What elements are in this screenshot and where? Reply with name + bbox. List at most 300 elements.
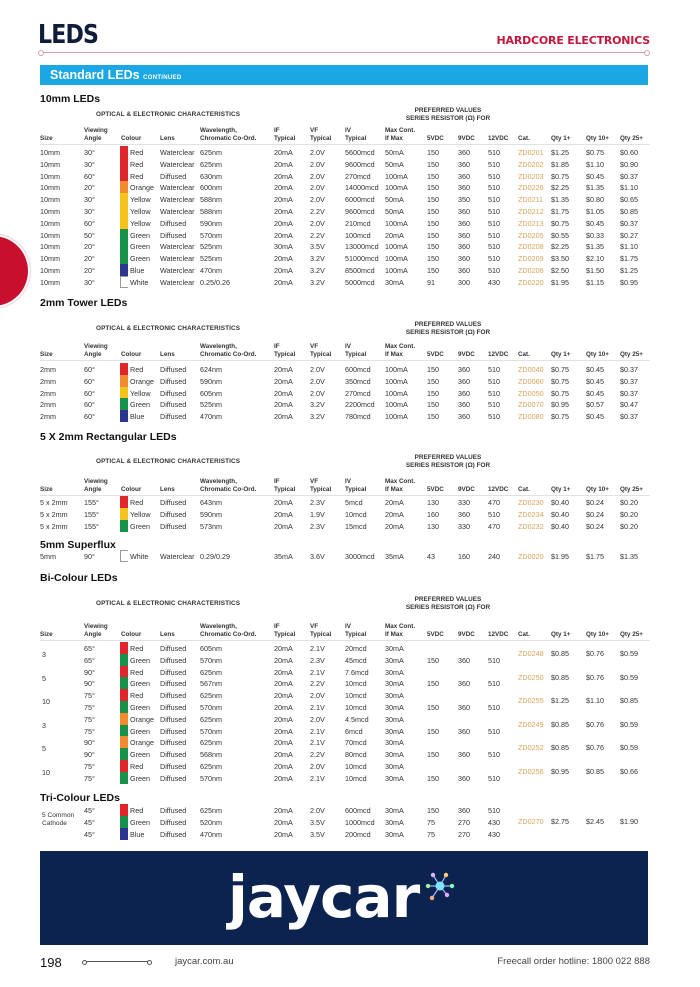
- column-header: [488, 135, 508, 143]
- table-row[interactable]: [40, 205, 650, 217]
- website-link[interactable]: jaycar.com.au: [175, 956, 234, 967]
- vf: 2.2V: [310, 207, 325, 216]
- table-row[interactable]: [40, 363, 650, 375]
- column-header-line: Qty 25+: [620, 350, 643, 358]
- cat-code[interactable]: ZD0234: [518, 509, 544, 519]
- price-q25: $0.85: [620, 696, 638, 706]
- if: 20mA: [274, 829, 293, 839]
- column-header-line: Viewing: [84, 343, 108, 350]
- column-header: [518, 135, 530, 143]
- column-header: [40, 486, 53, 494]
- column-header: [121, 351, 141, 359]
- vf: 3.2V: [310, 412, 325, 422]
- resistor-r9: 360: [458, 750, 470, 760]
- colour: Red: [130, 498, 144, 507]
- cat-code[interactable]: ZD0252: [518, 743, 544, 753]
- cat-code[interactable]: ZD0211: [518, 195, 544, 205]
- column-header: [586, 351, 609, 359]
- cat-code[interactable]: ZD0208: [518, 242, 544, 252]
- vf: 2.0V: [310, 159, 325, 169]
- column-header-line: Qty 1+: [551, 485, 571, 493]
- cat-code[interactable]: ZD0226: [518, 183, 544, 193]
- price-qty25: $0.20: [620, 509, 638, 519]
- if: 20mA: [274, 376, 293, 386]
- wavelength: 470nm: [200, 266, 222, 275]
- max-if: 30mA: [385, 277, 404, 287]
- column-header-line: Typical: [345, 630, 367, 638]
- resistor-r12: 510: [488, 679, 500, 689]
- group-size: 3: [42, 650, 46, 659]
- if: 20mA: [274, 714, 293, 724]
- column-header: [620, 631, 643, 639]
- column-header-line: 9VDC: [458, 134, 475, 142]
- column-header-line: Chromatic Co-Ord.: [200, 630, 257, 638]
- column-header: [551, 631, 570, 639]
- price-qty25: $1.75: [620, 254, 638, 264]
- cat-code[interactable]: ZD0232: [518, 521, 544, 531]
- cat-code[interactable]: ZD0250: [518, 672, 544, 682]
- cat-code[interactable]: ZD0212: [518, 207, 544, 216]
- table-row[interactable]: [40, 252, 650, 264]
- cat-code[interactable]: ZD0203: [518, 171, 544, 181]
- wavelength: 625nm: [200, 714, 222, 724]
- group-title: 5 X 2mm Rectangular LEDs: [40, 431, 177, 443]
- table-row[interactable]: [40, 276, 650, 288]
- if: 35mA: [274, 552, 293, 561]
- price-q10: $0.76: [586, 649, 604, 658]
- cat-code[interactable]: ZD0209: [518, 254, 544, 264]
- resistor-r5: 150: [427, 773, 439, 783]
- column-header-line: Lens: [160, 350, 175, 358]
- table-row[interactable]: [40, 146, 650, 158]
- preferred-caption-line2: SERIES RESISTOR (Ω) FOR: [405, 115, 491, 122]
- table-row[interactable]: [40, 804, 650, 816]
- price-qty25: $0.65: [620, 195, 638, 205]
- table-row[interactable]: [40, 375, 650, 387]
- lens: Waterclear: [160, 266, 195, 275]
- column-header: [586, 631, 609, 639]
- price-qty25: $0.37: [620, 412, 638, 422]
- column-header-line: Cat.: [518, 350, 530, 358]
- price-qty10: $1.35: [586, 183, 604, 193]
- r-5vdc: 43: [427, 552, 435, 561]
- preferred-caption-line2: SERIES RESISTOR (Ω) FOR: [405, 462, 491, 469]
- max-if: 100mA: [385, 218, 408, 228]
- cat-code[interactable]: ZD0040: [518, 365, 544, 374]
- angle: 45°: [84, 829, 95, 839]
- colour: Blue: [130, 412, 145, 422]
- column-header: [345, 127, 366, 142]
- cat-code[interactable]: ZD0080: [518, 412, 544, 422]
- cat-code[interactable]: ZD0255: [518, 696, 544, 706]
- if: 20mA: [274, 817, 293, 827]
- column-header-line: Angle: [84, 134, 102, 142]
- cat-code[interactable]: ZD0070: [518, 400, 544, 410]
- table-row[interactable]: [40, 181, 650, 193]
- price-qty25: $0.90: [620, 159, 638, 169]
- if: 20mA: [274, 691, 293, 701]
- column-header: [160, 351, 175, 359]
- iv: 210mcd: [345, 218, 371, 228]
- column-header-line: Max Cont.: [385, 343, 416, 350]
- angle: 60°: [84, 412, 95, 422]
- price-q1: $0.85: [551, 719, 569, 729]
- column-header-line: Typical: [345, 350, 367, 358]
- column-header-line: 9VDC: [458, 485, 475, 493]
- r-12vdc: 510: [488, 159, 500, 169]
- table-row[interactable]: [40, 520, 650, 532]
- colour-swatch-yellow: [120, 508, 128, 520]
- price-qty1: $1.85: [551, 159, 569, 169]
- price-q10: $1.10: [586, 696, 604, 706]
- size: 2mm: [40, 365, 56, 374]
- r-5vdc: 150: [427, 365, 439, 374]
- size: 10mm: [40, 195, 60, 205]
- table-row[interactable]: [40, 170, 650, 182]
- max-if: 30mA: [385, 750, 404, 760]
- colour-swatch-blue: [120, 410, 128, 422]
- column-header-line: Typical: [274, 630, 296, 638]
- lens: Diffused: [160, 400, 187, 410]
- column-header-line: 9VDC: [458, 630, 475, 638]
- group-size: 5: [42, 673, 46, 683]
- angle: 90°: [84, 750, 95, 760]
- angle: 20°: [84, 242, 95, 252]
- lens: Diffused: [160, 726, 187, 736]
- iv: 5000mcd: [345, 277, 375, 287]
- column-header-line: 5VDC: [427, 350, 444, 358]
- table-row[interactable]: [40, 217, 650, 229]
- preferred-caption-line2: SERIES RESISTOR (Ω) FOR: [405, 329, 491, 336]
- r-9vdc: 360: [458, 218, 470, 228]
- column-header: [427, 631, 444, 639]
- lens: Waterclear: [160, 242, 195, 252]
- wavelength: 624nm: [200, 365, 222, 374]
- cat-code[interactable]: ZD0205: [518, 230, 544, 240]
- cat-code[interactable]: ZD0020: [518, 552, 544, 561]
- if: 20mA: [274, 230, 293, 240]
- colour-swatch-green: [120, 748, 128, 760]
- r-9vdc: 360: [458, 365, 470, 374]
- r-9vdc: 360: [458, 400, 470, 410]
- iv: 2200mcd: [345, 400, 375, 410]
- cat-code[interactable]: ZD0270: [518, 817, 544, 826]
- price-q25: $0.66: [620, 767, 638, 776]
- column-header: [310, 623, 331, 638]
- colour-swatch-green: [120, 816, 128, 828]
- cat-code[interactable]: ZD0213: [518, 218, 544, 228]
- resistor-r12: 510: [488, 773, 500, 783]
- cat-code[interactable]: ZD0256: [518, 767, 544, 776]
- table-row[interactable]: [40, 387, 650, 399]
- column-header: [84, 343, 108, 358]
- column-header: [345, 623, 366, 638]
- lens: Waterclear: [160, 552, 195, 561]
- optical-caption: OPTICAL & ELECTRONIC CHARACTERISTICS: [96, 600, 241, 607]
- wavelength: 525nm: [200, 242, 222, 252]
- colour-swatch-yellow: [120, 387, 128, 399]
- if: 20mA: [274, 254, 293, 264]
- vf: 2.1V: [310, 644, 325, 653]
- table-row[interactable]: [40, 240, 650, 252]
- price-qty10: $0.75: [586, 148, 604, 157]
- wavelength: 588nm: [200, 195, 222, 205]
- colour-swatch-orange: [120, 375, 128, 387]
- column-header-line: Lens: [160, 630, 175, 638]
- column-header-line: IF: [274, 343, 280, 350]
- price-qty25: $0.20: [620, 521, 638, 531]
- table-row[interactable]: [40, 229, 650, 241]
- wavelength: 625nm: [200, 738, 222, 748]
- wavelength: 520nm: [200, 817, 222, 827]
- angle: 90°: [84, 552, 95, 561]
- price-qty10: $1.10: [586, 159, 604, 169]
- max-if: 20mA: [385, 509, 404, 519]
- r-9vdc: 360: [458, 230, 470, 240]
- colour: Red: [130, 667, 144, 677]
- cat-code[interactable]: ZD0220: [518, 277, 544, 287]
- cat-code[interactable]: ZD0230: [518, 498, 544, 507]
- colour-swatch-blue: [120, 828, 128, 840]
- jaycar-banner[interactable]: [40, 851, 648, 945]
- column-header-line: IV: [345, 623, 351, 630]
- page-number: 198: [40, 955, 62, 970]
- if: 20mA: [274, 207, 293, 216]
- angle: 30°: [84, 277, 95, 287]
- lens: Diffused: [160, 703, 187, 712]
- size: 2mm: [40, 376, 56, 386]
- max-if: 30mA: [385, 726, 404, 736]
- r-5vdc: 130: [427, 521, 439, 531]
- column-header: [518, 486, 530, 494]
- resistor-r5: 150: [427, 750, 439, 760]
- column-header-line: Qty 10+: [586, 350, 609, 358]
- colour: Green: [130, 230, 150, 240]
- r-5vdc: 150: [427, 195, 439, 205]
- lens: Diffused: [160, 806, 187, 815]
- max-if: 100mA: [385, 376, 408, 386]
- column-header: [310, 343, 331, 358]
- resistor-r5: 150: [427, 703, 439, 712]
- column-header-line: Typical: [310, 134, 332, 142]
- r-5vdc: 150: [427, 254, 439, 264]
- if: 20mA: [274, 266, 293, 275]
- column-header: [427, 486, 444, 494]
- price-qty10: $1.75: [586, 552, 604, 561]
- price-qty1: $0.55: [551, 230, 569, 240]
- price-qty25: $0.95: [620, 277, 638, 287]
- wavelength: 573nm: [200, 521, 222, 531]
- table-row[interactable]: [40, 158, 650, 170]
- group-title: Tri-Colour LEDs: [40, 792, 120, 804]
- angle: 60°: [84, 388, 95, 398]
- max-if: 30mA: [385, 691, 404, 701]
- column-header: [200, 343, 256, 358]
- if: 20mA: [274, 679, 293, 689]
- colour-swatch-green: [120, 240, 128, 252]
- column-header: [345, 343, 366, 358]
- lens: Diffused: [160, 667, 187, 677]
- wavelength: 625nm: [200, 148, 222, 157]
- iv: 350mcd: [345, 376, 371, 386]
- column-header-line: 5VDC: [427, 485, 444, 493]
- colour: Green: [130, 242, 150, 252]
- colour: Green: [130, 521, 150, 531]
- colour: Green: [130, 254, 150, 264]
- table-row[interactable]: [40, 508, 650, 520]
- footer-divider: [84, 961, 150, 962]
- lens: Diffused: [160, 412, 187, 422]
- if: 20mA: [274, 726, 293, 736]
- wavelength: 570nm: [200, 773, 222, 783]
- size: 5 x 2mm: [40, 521, 68, 531]
- price-qty10: $0.24: [586, 509, 604, 519]
- cat-code[interactable]: ZD0249: [518, 719, 544, 729]
- column-header-line: Qty 10+: [586, 485, 609, 493]
- preferred-caption: [388, 596, 508, 612]
- iv: 70mcd: [345, 738, 367, 748]
- cat-code[interactable]: ZD0201: [518, 148, 544, 157]
- r-12vdc: 430: [488, 817, 500, 827]
- price-qty25: $0.60: [620, 148, 638, 157]
- colour: Green: [130, 679, 150, 689]
- angle: 75°: [84, 703, 95, 712]
- colour-swatch-red: [120, 804, 128, 816]
- vf: 2.0V: [310, 388, 325, 398]
- column-header-line: Max Cont.: [385, 127, 416, 134]
- table-row[interactable]: [40, 550, 650, 562]
- if: 20mA: [274, 750, 293, 760]
- angle: 75°: [84, 762, 95, 771]
- colour: Red: [130, 159, 144, 169]
- price-qty1: $0.75: [551, 171, 569, 181]
- if: 20mA: [274, 388, 293, 398]
- cat-code[interactable]: ZD0202: [518, 159, 544, 169]
- column-header: [458, 486, 475, 494]
- r-9vdc: 360: [458, 242, 470, 252]
- r-9vdc: 160: [458, 552, 470, 561]
- table-header: [40, 127, 650, 145]
- angle: 65°: [84, 655, 95, 665]
- colour-swatch-green: [120, 772, 128, 784]
- table-row[interactable]: [40, 264, 650, 276]
- header-divider: [40, 52, 648, 53]
- cat-code[interactable]: ZD0206: [518, 266, 544, 275]
- if: 20mA: [274, 159, 293, 169]
- lens: Waterclear: [160, 207, 195, 216]
- resistor-r9: 360: [458, 773, 470, 783]
- price-qty1: $1.95: [551, 277, 569, 287]
- column-header-line: Chromatic Co-Ord.: [200, 350, 257, 358]
- column-header-line: Chromatic Co-Ord.: [200, 485, 257, 493]
- angle: 30°: [84, 159, 95, 169]
- cat-code[interactable]: ZD0060: [518, 376, 544, 386]
- column-header-line: Angle: [84, 630, 102, 638]
- cat-code[interactable]: ZD0248: [518, 649, 544, 658]
- table-row[interactable]: [40, 828, 650, 840]
- table-row[interactable]: [40, 193, 650, 205]
- column-header-line: 5VDC: [427, 134, 444, 142]
- r-9vdc: 360: [458, 509, 470, 519]
- table-row[interactable]: [40, 496, 650, 508]
- wavelength: 470nm: [200, 412, 222, 422]
- group-size: 5: [42, 744, 46, 754]
- column-header-line: Angle: [84, 350, 102, 358]
- vf: 3.5V: [310, 817, 325, 827]
- max-if: 100mA: [385, 171, 408, 181]
- angle: 75°: [84, 726, 95, 736]
- vf: 3.2V: [310, 277, 325, 287]
- iv: 10mcd: [345, 679, 367, 689]
- column-header: [310, 478, 331, 493]
- colour: Yellow: [130, 207, 151, 216]
- r-5vdc: 150: [427, 242, 439, 252]
- r-5vdc: 130: [427, 498, 439, 507]
- resistor-r12: 510: [488, 726, 500, 736]
- price-q10: $2.45: [586, 817, 604, 826]
- cat-code[interactable]: ZD0050: [518, 388, 544, 398]
- angle: 30°: [84, 207, 95, 216]
- lens: Diffused: [160, 773, 187, 783]
- price-qty1: $0.95: [551, 400, 569, 410]
- price-qty10: $0.57: [586, 400, 604, 410]
- lens: Diffused: [160, 738, 187, 748]
- price-qty1: $2.25: [551, 242, 569, 252]
- price-q25: $1.90: [620, 817, 638, 826]
- group-title: 10mm LEDs: [40, 93, 101, 105]
- vf: 2.0V: [310, 376, 325, 386]
- angle: 30°: [84, 148, 95, 157]
- table-row[interactable]: [40, 410, 650, 422]
- r-9vdc: 360: [458, 254, 470, 264]
- vf: 2.0V: [310, 806, 325, 815]
- r-5vdc: 150: [427, 148, 439, 157]
- colour-swatch-orange: [120, 181, 128, 193]
- lens: Diffused: [160, 365, 187, 374]
- column-header: [40, 351, 53, 359]
- r-12vdc: 430: [488, 829, 500, 839]
- size: 10mm: [40, 218, 60, 228]
- lens: Diffused: [160, 679, 187, 689]
- price-qty25: $1.35: [620, 552, 638, 561]
- column-header: [586, 135, 609, 143]
- group-title: 5mm Superflux: [40, 539, 116, 551]
- r-12vdc: 510: [488, 254, 500, 264]
- r-9vdc: 360: [458, 806, 470, 815]
- angle: 50°: [84, 230, 95, 240]
- column-header-line: Colour: [121, 134, 142, 142]
- column-header: [551, 135, 570, 143]
- column-header: [121, 631, 141, 639]
- column-header-line: Qty 25+: [620, 134, 643, 142]
- column-header-line: VF: [310, 127, 319, 134]
- side-tab-marker: [0, 236, 28, 306]
- r-5vdc: 91: [427, 277, 435, 287]
- price-q1: $0.85: [551, 743, 569, 753]
- column-header-line: Size: [40, 630, 53, 638]
- price-qty10: $1.05: [586, 207, 604, 216]
- colour: Red: [130, 171, 144, 181]
- column-header-line: Viewing: [84, 127, 108, 134]
- r-12vdc: 510: [488, 412, 500, 422]
- column-header-line: Cat.: [518, 485, 530, 493]
- column-header-line: Qty 10+: [586, 134, 609, 142]
- resistor-r9: 360: [458, 726, 470, 736]
- network-spark-icon: [423, 869, 457, 903]
- iv: 780mcd: [345, 412, 371, 422]
- price-qty1: $0.75: [551, 388, 569, 398]
- table-row[interactable]: [40, 398, 650, 410]
